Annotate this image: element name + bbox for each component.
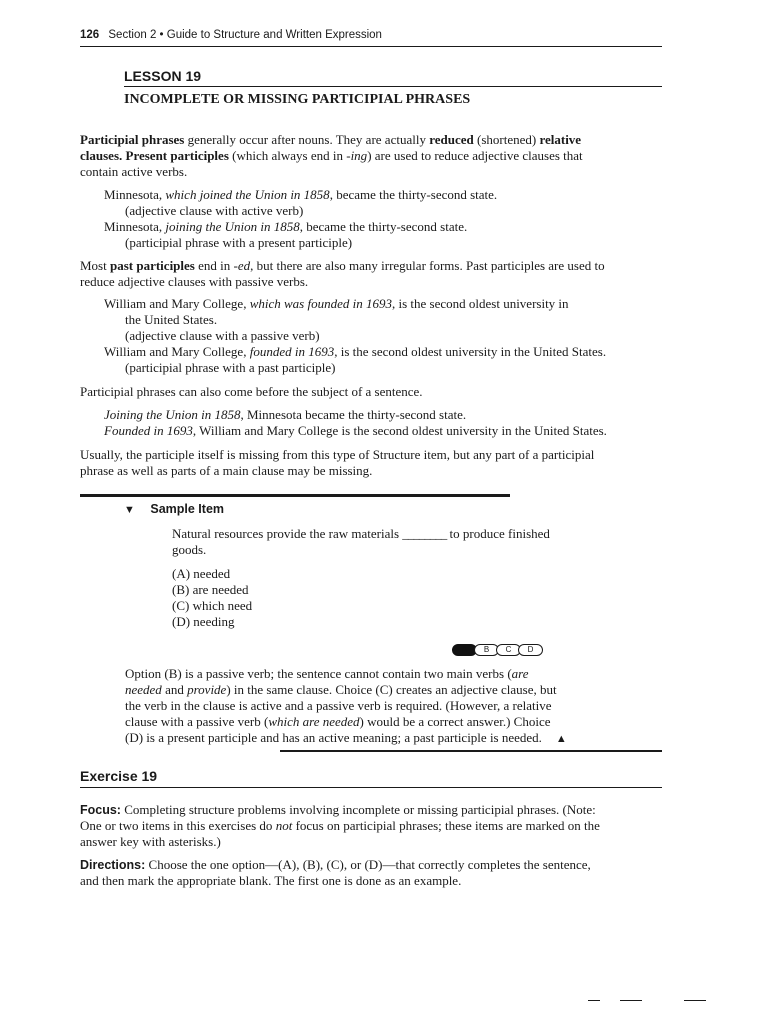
header-rule: [80, 46, 662, 47]
running-title: Section 2 • Guide to Structure and Written Expression: [108, 29, 382, 41]
intro-text: (shortened): [473, 132, 540, 147]
example-text: William and Mary College,: [104, 344, 250, 359]
sample-option-b: (B) are needed: [172, 582, 249, 597]
usually-paragraph: [80, 447, 680, 479]
explanation-text: clause with a passive verb (: [125, 714, 269, 729]
term-present-participles: Present participles: [122, 148, 229, 163]
example-italic: joining the Union in 1858: [165, 219, 300, 234]
explanation-line-3: the verb in the clause is active and a passive verb is required. (However, a relative: [125, 698, 552, 713]
sample-explanation: [125, 666, 625, 747]
example-text: William and Mary College,: [104, 296, 250, 311]
stem-text: Natural resources provide the raw materials: [172, 526, 403, 541]
intro-text: (which always end in: [228, 148, 347, 163]
past-line-1: [80, 258, 670, 274]
intro-line-1: [80, 132, 670, 148]
explanation-italic: are: [511, 666, 529, 681]
past-text: end in: [194, 258, 234, 273]
example-past-participle: [104, 344, 606, 360]
exercise-heading: Exercise 19: [80, 768, 158, 784]
past-text: Most: [80, 258, 110, 273]
answer-bubble-b: B: [474, 644, 499, 656]
exercise-rule: [80, 787, 662, 788]
lesson-label: LESSON 19: [124, 68, 202, 84]
usually-line-1: Usually, the participle itself is missing from this type of Structure item, but any part of a participial: [80, 447, 595, 462]
explanation-italic: which are needed: [268, 714, 360, 729]
example-italic: founded in 1693: [249, 344, 335, 359]
explanation-text: Option (B) is a passive verb; the sentence cannot contain two main verbs (: [125, 666, 512, 681]
intro-paragraph: [80, 132, 670, 180]
suffix-ing: -ing: [346, 148, 368, 163]
sample-top-rule: [80, 494, 510, 497]
page-number: 126: [80, 29, 100, 41]
explanation-text: ) in the same clause. Choice (C) creates an adjective clause, but: [226, 682, 557, 697]
sample-heading-label: Sample Item: [150, 502, 225, 516]
answer-bubble-d: D: [518, 644, 543, 656]
example-italic: which was founded in 1693: [249, 296, 392, 311]
past-line-2: reduce adjective clauses with passive verbs.: [80, 274, 309, 289]
intro-text: ) are used to reduce adjective clauses that: [367, 148, 583, 163]
triangle-down-icon: ▼: [124, 504, 135, 516]
answer-bubble-a: A: [452, 644, 477, 656]
term-participial-phrases: Participial phrases: [80, 132, 185, 147]
past-participles-paragraph: [80, 258, 670, 290]
sample-option-c: (C) which need: [172, 598, 253, 613]
running-header: [80, 29, 382, 41]
example-text: , became the thirty-second state.: [299, 219, 468, 234]
focus-line-3: answer key with asterisks.): [80, 834, 221, 849]
footer-mark: [684, 1000, 706, 1001]
example-text: , is the second oldest university in the United States.: [334, 344, 607, 359]
focus-line-1: [80, 802, 680, 818]
focus-italic: not: [275, 818, 293, 833]
explanation-line-1: [125, 666, 625, 682]
directions-label: Directions:: [80, 858, 146, 872]
example-italic: which joined the Union in 1858: [165, 187, 330, 202]
intro-line-2: [80, 148, 670, 164]
footer-mark: [588, 1000, 600, 1001]
intro-line-3: contain active verbs.: [80, 164, 188, 179]
term-relative: relative: [539, 132, 582, 147]
triangle-up-icon: ▲: [555, 733, 567, 745]
sample-bottom-rule: [280, 750, 662, 752]
example-text: , became the thirty-second state.: [329, 187, 498, 202]
example-present-participle: [104, 219, 467, 235]
example-note: (adjective clause with a passive verb): [125, 328, 320, 343]
example-italic: Joining the Union in 1858: [104, 407, 241, 422]
example-continuation: the United States.: [125, 312, 218, 327]
explanation-text: ) would be a correct answer.) Choice: [359, 714, 551, 729]
explanation-line-2: [125, 682, 625, 698]
example-note: (adjective clause with active verb): [125, 203, 304, 218]
sample-heading: [124, 502, 224, 516]
before-subject-text: Participial phrases can also come before the subject of a sentence.: [80, 384, 423, 399]
example-text: Minnesota,: [104, 187, 166, 202]
lesson-title: INCOMPLETE OR MISSING PARTICIPIAL PHRASES: [124, 92, 471, 107]
example-active-clause: [104, 187, 497, 203]
term-reduced: reduced: [429, 132, 474, 147]
answer-bubbles: [452, 641, 543, 659]
explanation-line-5: [125, 730, 625, 747]
intro-text: generally occur after nouns. They are actually: [184, 132, 430, 147]
explanation-text: and: [161, 682, 188, 697]
usually-line-2: phrase as well as parts of a main clause may be missing.: [80, 463, 373, 478]
example-text: , is the second oldest university in: [391, 296, 569, 311]
sample-stem-line-1: [172, 526, 550, 542]
explanation-italic: provide: [187, 682, 227, 697]
example-passive-clause: [104, 296, 569, 312]
term-clauses: clauses.: [80, 148, 123, 163]
example-italic: Founded in 1693: [104, 423, 193, 438]
stem-text: to produce finished: [446, 526, 550, 541]
answer-bubble-c: C: [496, 644, 521, 656]
stem-blank: ________: [402, 526, 447, 541]
directions-line-2: and then mark the appropriate blank. The first one is done as an example.: [80, 873, 462, 888]
exercise-focus: [80, 802, 680, 850]
example-note: (participial phrase with a past participle): [125, 360, 336, 375]
focus-line-2: [80, 818, 680, 834]
suffix-ed: -ed: [233, 258, 251, 273]
example-text: , William and Mary College is the second oldest university in the United States.: [192, 423, 607, 438]
focus-text: focus on participial phrases; these items are marked on the: [292, 818, 600, 833]
exercise-directions: [80, 857, 680, 889]
sample-stem-line-2: goods.: [172, 542, 207, 557]
example-text: Minnesota,: [104, 219, 166, 234]
sample-option-d: (D) needing: [172, 614, 235, 629]
explanation-italic: needed: [125, 682, 162, 697]
focus-label: Focus:: [80, 803, 121, 817]
footer-mark: [620, 1000, 642, 1001]
directions-line-1: [80, 857, 680, 873]
example-fronted-past: [104, 423, 607, 439]
term-past-participles: past participles: [109, 258, 195, 273]
focus-text: Completing structure problems involving incomplete or missing participial phrases. (Note:: [120, 802, 596, 817]
explanation-line-4: [125, 714, 625, 730]
sample-option-a: (A) needed: [172, 566, 231, 581]
example-fronted-present: [104, 407, 466, 423]
explanation-text: (D) is a present participle and has an active meaning; a past participle is needed.: [125, 730, 542, 745]
past-text: , but there are also many irregular forms. Past participles are used to: [250, 258, 605, 273]
directions-text: Choose the one option—(A), (B), (C), or (D)—that correctly completes the sentence,: [145, 857, 591, 872]
example-note: (participial phrase with a present participle): [125, 235, 353, 250]
focus-text: One or two items in this exercises do: [80, 818, 276, 833]
lesson-rule: [124, 86, 662, 87]
example-text: , Minnesota became the thirty-second state.: [240, 407, 467, 422]
